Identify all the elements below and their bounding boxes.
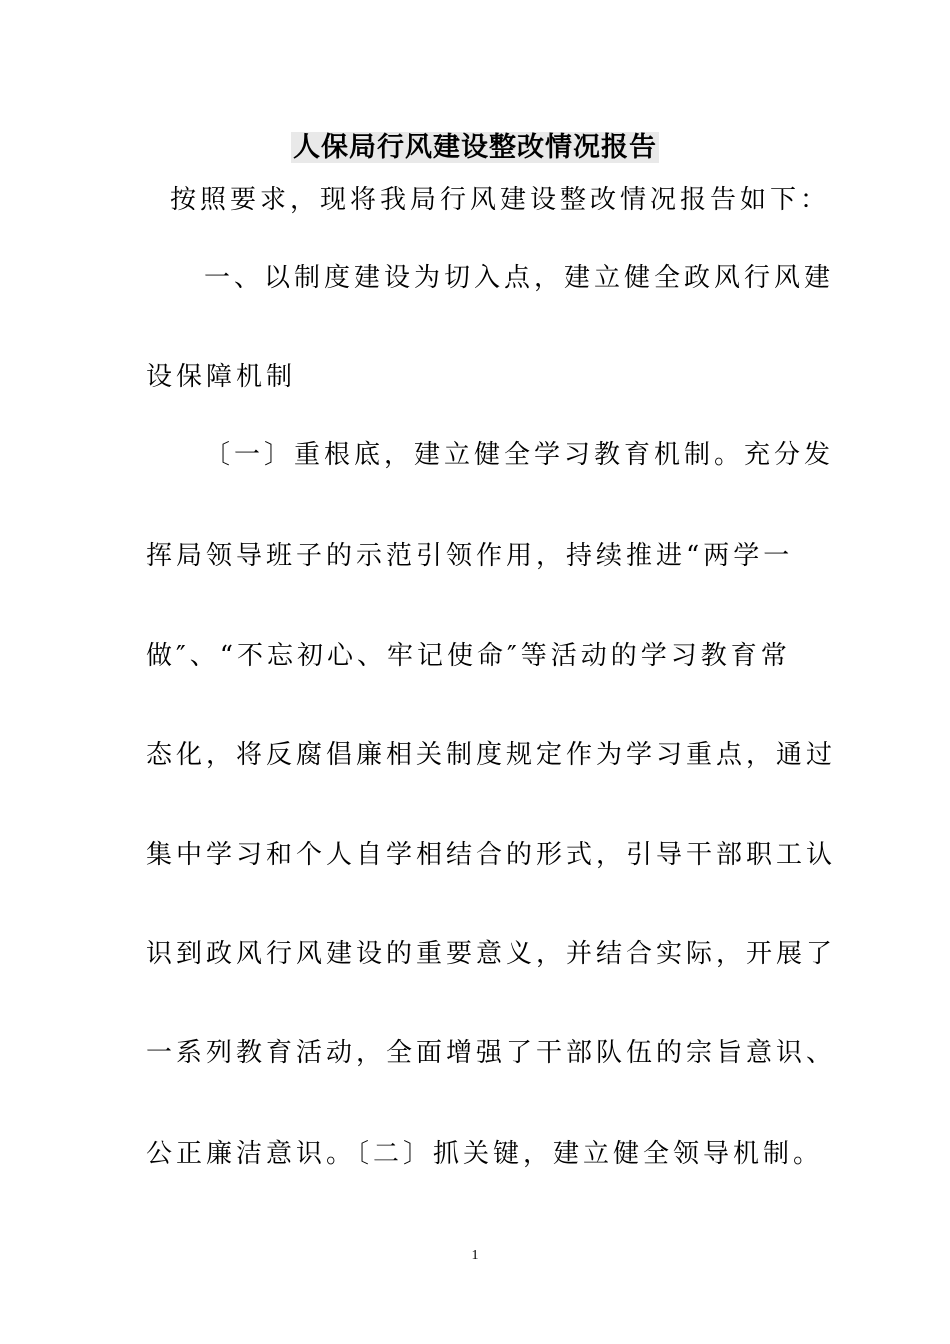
- intro-paragraph: 按照要求，现将我局行风建设整改情况报告如下：: [170, 185, 831, 215]
- section-heading-line-2: 设保障机制: [146, 362, 297, 392]
- body-line-8: 公正廉洁意识。〔二〕抓关键，建立健全领导机制。: [146, 1139, 824, 1169]
- section-heading-line-1: 一、以制度建设为切入点，建立健全政风行风建: [204, 263, 835, 293]
- body-line-4: 态化，将反腐倡廉相关制度规定作为学习重点，通过: [146, 740, 837, 770]
- body-line-3: 做″、“不忘初心、牢记使命″等活动的学习教育常: [146, 641, 791, 671]
- document-title: [0, 128, 950, 168]
- body-line-5: 集中学习和个人自学相结合的形式，引导干部职工认: [146, 840, 837, 870]
- body-line-7: 一系列教育活动，全面增强了干部队伍的宗旨意识、: [146, 1038, 837, 1068]
- body-line-1: 〔一〕重根底，建立健全学习教育机制。充分发: [204, 440, 835, 470]
- body-line-6: 识到政风行风建设的重要意义，并结合实际，开展了: [146, 939, 837, 969]
- page-number: 1: [471, 1248, 479, 1263]
- body-line-2: 挥局领导班子的示范引领作用，持续推进“两学一: [146, 541, 794, 571]
- document-title-text: 人保局行风建设整改情况报告: [293, 132, 657, 163]
